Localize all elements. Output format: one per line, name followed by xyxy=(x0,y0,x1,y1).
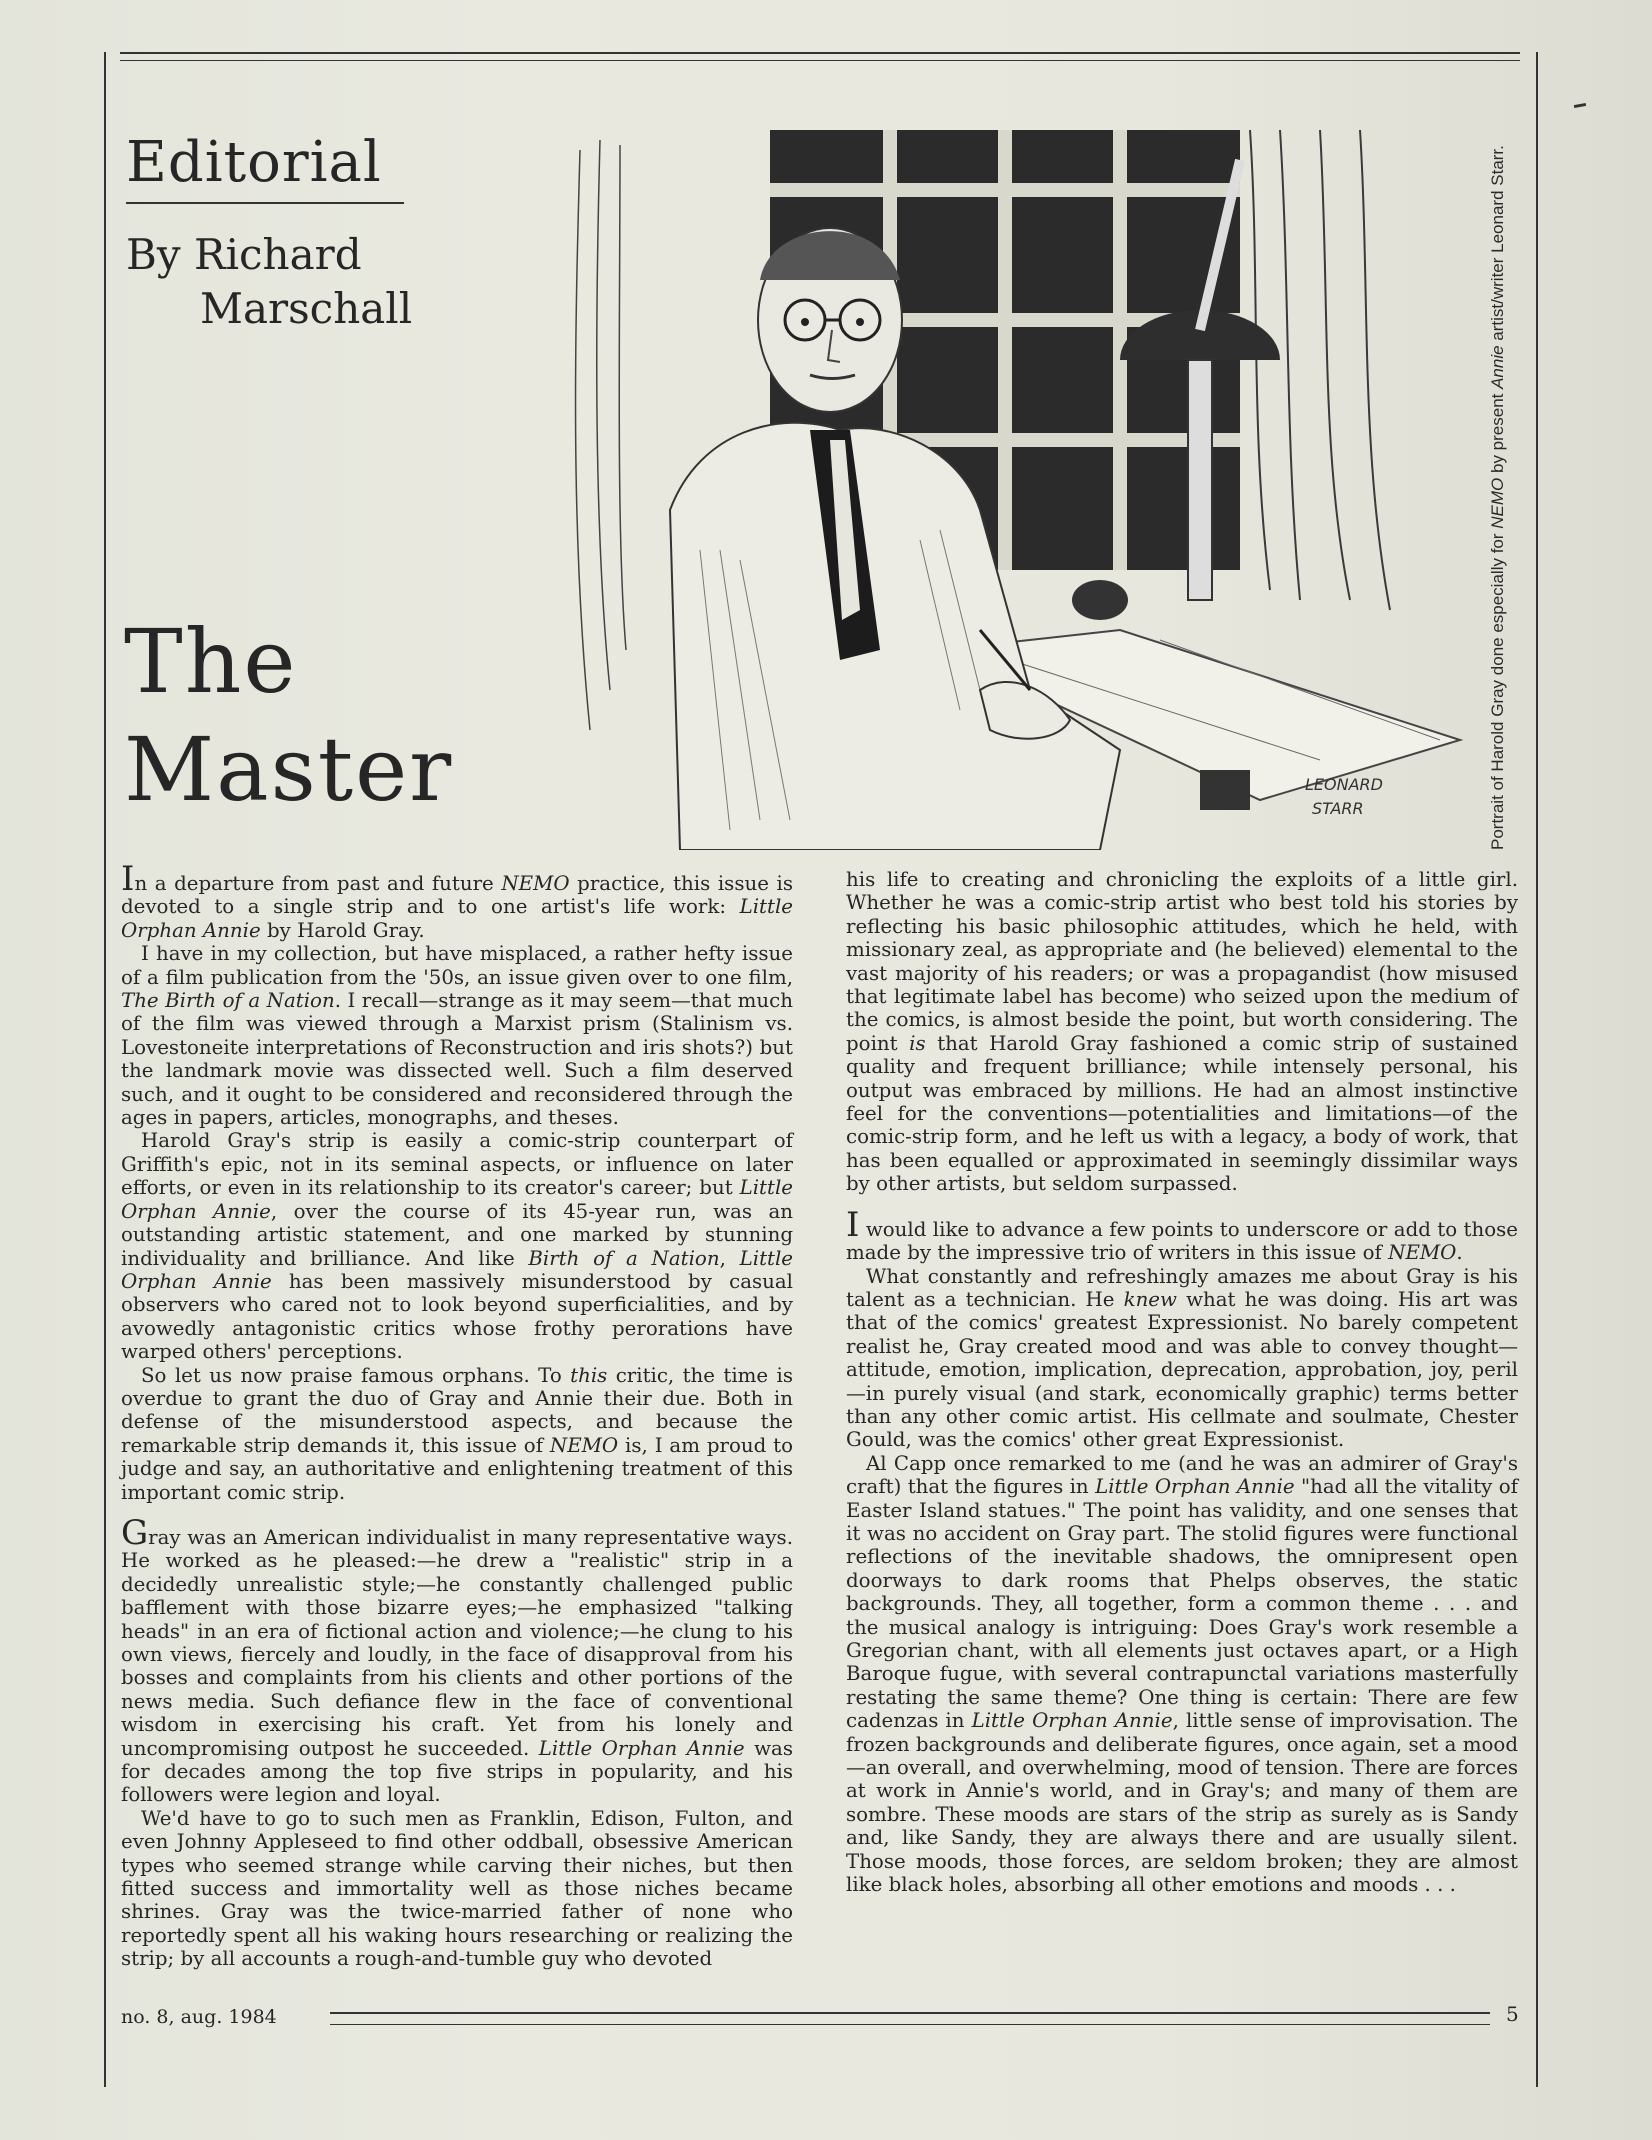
portrait-drawing-icon xyxy=(560,130,1472,850)
curtain-right xyxy=(1250,130,1390,610)
top-rule xyxy=(120,52,1520,54)
svg-text:STARR: STARR xyxy=(1312,799,1364,818)
artist-signature xyxy=(1305,775,1383,818)
paragraph: Harold Gray's strip is easily a comic-strip counterpart of Griffith's epic, not in its seminal aspects, or influence on later efforts, or even in its relationship to its creator's career; but Little Orphan Annie, over the course of its 45-year run, was an outstanding artistic statement, and one marked by stunning individuality and brilliance. And like Birth of a Nation, Little Orphan Annie has been massively misunderstood by casual observers who cared not to look beyond superficialities, and by avowedly antagonistic critics whose frothy perorations have warped others' perceptions. xyxy=(121,1129,794,1364)
section-label: Editorial xyxy=(126,130,382,195)
paragraph: In a departure from past and future NEMO practice, this issue is devoted to a single strip and to one artist's life work: Little Orphan Annie by Harold Gray. xyxy=(121,859,793,942)
drop-cap: I xyxy=(846,1204,860,1245)
paragraph: So let us now praise famous orphans. To this critic, the time is overdue to grant the duo of Gray and Annie their due. Both in defense of the misunderstood aspects, and because the remarkable strip demands it, this issue of NEMO is, I am proud to judge and say, an authoritative and enlightening treatment of this important comic strip. xyxy=(121,1363,794,1504)
section-label-underline xyxy=(126,202,404,204)
title-line-2: Master xyxy=(124,718,454,821)
svg-text:LEONARD: LEONARD xyxy=(1305,775,1383,794)
top-rule-thin xyxy=(120,60,1520,61)
curtain-left xyxy=(576,140,626,730)
caption-text: artist/writer Leonard Starr. xyxy=(1488,145,1507,346)
page-number: 5 xyxy=(1506,2002,1519,2026)
footer-rule xyxy=(330,2012,1490,2025)
article-column-right xyxy=(846,868,1518,1896)
right-margin-rule xyxy=(1536,52,1538,2087)
caption-nemo: NEMO xyxy=(1488,477,1507,529)
paragraph: What constantly and refreshingly amazes me about Gray is his talent as a technician. He knew what he was doing. His art was that of the comics' greatest Expressionist. No barely competent realist he, Gray created mood and was able to convey thought—attitude, emotion, implication, deprecation, approbation, joy, peril—in purely visual (and stark, economically graphic) terms better than any other comic artist. His cellmate and soulmate, Chester Gould, was the comics' other great Expressionist. xyxy=(846,1264,1518,1452)
caption-annie: Annie xyxy=(1488,345,1507,389)
drop-cap: I xyxy=(121,859,135,899)
paragraph: Al Capp once remarked to me (and he was an admirer of Gray's craft) that the figures in Little Orphan Annie "had all the vitality of Easter Island statues." The point has validity, and one senses that it was no accident on Gray part. The stolid figures were functional reflections of the inevitable shadows, the omnipresent open doorways to dark rooms that Phelps observes, the static backgrounds. They, all together, form a common theme . . . and the musical analogy is intriguing: Does Gray's work resemble a Gregorian chant, with all elements just octaves apart, or a High Baroque fugue, with several contrapunctal variations masterfully restating the same theme? One thing is certain: There are few cadenzas in Little Orphan Annie, little sense of improvisation. The frozen backgrounds and deliberate figures, once again, set a mood—an overall, and overwhelming, mood of tension. There are forces at work in Annie's world, and in Gray's; and many of them are sombre. These moods are stars of the strip as surely as is Sandy and, like Sandy, they are always there and are usually silent. Those moods, those forces, are seldom broken; they are almost like black holes, absorbing all other emotions and moods . . . xyxy=(846,1451,1518,1897)
byline-line-2: Marschall xyxy=(200,284,413,333)
paragraph: I have in my collection, but have misplaced, a rather hefty issue of a film publication from the '50s, an issue given over to one film, The Birth of a Nation. I recall—strange as it may seem—that much of the film was viewed through a Marxist prism (Stalinism vs. Lovestoneite interpretations of Reconstruction and iris shots?) but the landmark movie was dissected well. Such a film deserved such, and it ought to be considered and reconsidered through the ages in papers, articles, monographs, and theses. xyxy=(121,942,793,1130)
paragraph: Gray was an American individualist in many representative ways. He worked as he pleased:—he drew a "realistic" strip in a decidedly unrealistic style;—he constantly challenged public bafflement with those bizarre eyes;—he emphasized "talking heads" in an era of fictional action and violence;—he clung to his own views, fiercely and loudly, in the face of disapproval from his bosses and complaints from his clients and other portions of the news media. Such defiance flew in the face of conventional wisdom in exercising his craft. Yet from his lonely and uncompromising outpost he succeeded. Little Orphan Annie was for decades among the top five strips in popularity, and his followers were legion and loyal. xyxy=(121,1512,793,1807)
drop-cap: G xyxy=(121,1512,149,1553)
paragraph: I would like to advance a few points to underscore or add to those made by the impressive trio of writers in this issue of NEMO. xyxy=(846,1204,1518,1265)
paragraph: his life to creating and chronicling the exploits of a little girl. Whether he was a comic-strip artist who best told his stories by reflecting his basic philosophic attitudes, which he held, with missionary zeal, as appropriate and (he believed) elemental to the vast majority of his readers; or was a propagandist (how misused that legitimate label has become) who seized upon the medium of the comics, is almost beside the point, but worth considering. The point is that Harold Gray fashioned a comic strip of sustained quality and frequent brilliance; while intensely personal, his output was embraced by millions. He had an almost instinctive feel for the conventions—potentialities and limitations—of the comic-strip form, and he left us with a legacy, a body of work, that has been equalled or approximated in seemingly dissimilar ways by other artists, but seldom surpassed. xyxy=(846,868,1518,1196)
caption-text: by present xyxy=(1488,388,1507,478)
title-line-1: The xyxy=(124,610,298,713)
left-margin-rule xyxy=(104,52,106,2087)
illustration-caption xyxy=(1488,120,1528,850)
caption-text: Portrait of Harold Gray done especially for xyxy=(1488,528,1507,850)
figure-head xyxy=(758,228,902,412)
issue-info: no. 8, aug. 1984 xyxy=(121,2006,277,2028)
byline-line-1: By Richard xyxy=(126,230,362,279)
scan-mark xyxy=(1574,103,1586,108)
paragraph: We'd have to go to such men as Franklin, Edison, Fulton, and even Johnny Appleseed to find other oddball, obsessive American types who seemed strange while carving their niches, but then fitted success and immortality well as those niches became shrines. Gray was the twice-married father of none who reportedly spent all his waking hours researching or realizing the strip; by all accounts a rough-and-tumble guy who devoted xyxy=(121,1806,793,1971)
article-column-left xyxy=(121,859,794,1971)
